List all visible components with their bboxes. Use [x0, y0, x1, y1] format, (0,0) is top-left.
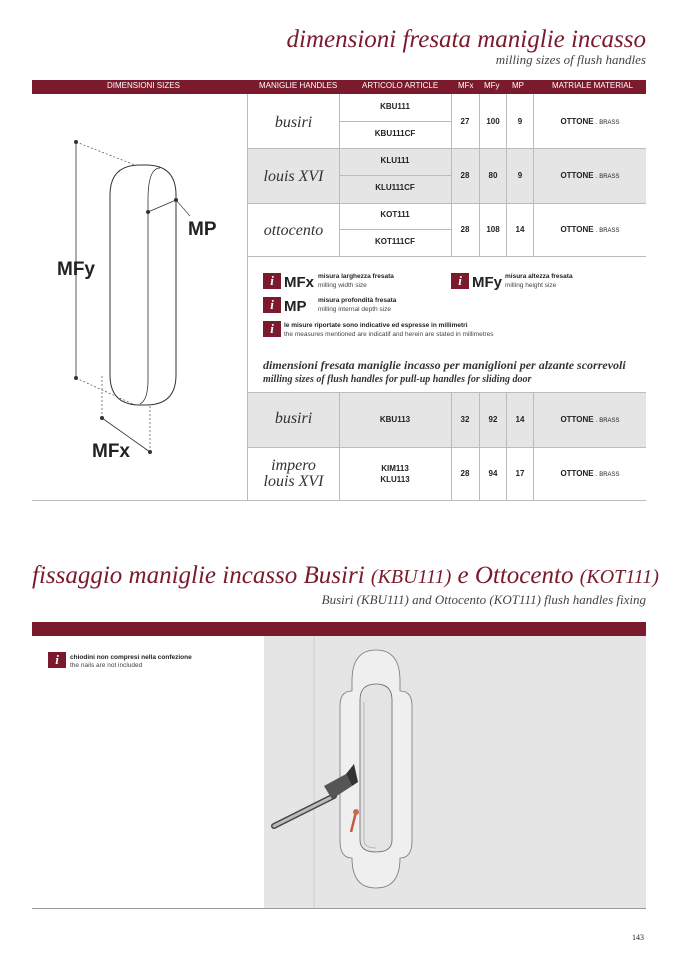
material: OTTONE . BRASS: [560, 225, 620, 234]
mfx-value: 28: [460, 171, 470, 180]
mfy-value: 92: [488, 415, 498, 424]
info-icon: i: [263, 273, 281, 289]
article-code: KLU113: [380, 475, 410, 484]
article-code: KBU111: [380, 102, 410, 111]
mfy-value: 108: [486, 225, 500, 234]
mfy-value: 100: [486, 117, 500, 126]
sliding-subtitle: milling sizes of flush handles for pull-up handles for sliding door: [263, 374, 532, 385]
legend-note-it: le misure riportate sono indicative ed espresse in millimetri: [284, 322, 468, 329]
mp-value: 17: [515, 469, 525, 478]
info-icon: i: [48, 652, 66, 668]
mp-value: 14: [515, 415, 525, 424]
label-mfx: MFx: [92, 441, 130, 462]
mp-value: 9: [517, 171, 523, 180]
mfx-value: 28: [460, 469, 470, 478]
model-name: busiri: [274, 410, 313, 427]
material: OTTONE . BRASS: [560, 117, 620, 126]
section-subtitle: milling sizes of flush handles: [495, 52, 646, 67]
legend-mp-it: misura profondità fresata: [318, 297, 397, 304]
mfx-value: 27: [460, 117, 470, 126]
article-code: KIM113: [381, 464, 409, 473]
header-sizes: DIMENSIONI SIZES: [107, 81, 180, 90]
legend-mfy-abbr: MFy: [472, 274, 502, 291]
section-title: dimensioni fresata maniglie incasso: [286, 26, 646, 53]
legend-mfx-en: milling width size: [318, 282, 367, 289]
article-code: KOT111CF: [374, 237, 415, 246]
section2-title: fissaggio maniglie incasso Busiri (KBU111) e Ottocento (KOT111): [32, 562, 659, 589]
header-material: MATRIALE MATERIAL: [552, 81, 634, 90]
model-name: louis XVI: [263, 168, 324, 185]
header-mfy: MFy: [484, 81, 500, 90]
material: OTTONE . BRASS: [560, 415, 620, 424]
model-name: ottocento: [263, 222, 324, 239]
model-name: impero louis XVI: [263, 457, 324, 490]
section2-band: [32, 622, 646, 636]
legend-mfy-en: milling height size: [505, 282, 557, 289]
article-code: KBU111CF: [374, 129, 416, 138]
model-name: busiri: [274, 114, 313, 131]
article-code: KLU111CF: [375, 183, 415, 192]
legend-mfx-abbr: MFx: [284, 274, 314, 291]
info-icon: i: [263, 297, 281, 313]
legend-mp-abbr: MP: [284, 298, 307, 315]
mp-value: 14: [515, 225, 525, 234]
article-code: KBU113: [379, 415, 411, 424]
label-mp: MP: [188, 219, 217, 240]
material: OTTONE . BRASS: [560, 171, 620, 180]
label-mfy: MFy: [57, 259, 95, 280]
section2-subtitle: Busiri (KBU111) and Ottocento (KOT111) flush handles fixing: [321, 592, 646, 607]
article-code: KLU111: [380, 156, 410, 165]
material: OTTONE . BRASS: [560, 469, 620, 478]
legend-note-en: the measures mentioned are indicatif and herein are stated in millimetres: [284, 331, 494, 338]
table-header: [32, 80, 646, 94]
handle-dimension-drawing: [40, 120, 240, 470]
header-mp: MP: [512, 81, 524, 90]
nails-note-en: the nails are not included: [70, 662, 143, 669]
mp-value: 9: [517, 117, 523, 126]
legend-mfx-it: misura larghezza fresata: [318, 273, 394, 280]
mfx-value: 28: [460, 225, 470, 234]
mfy-value: 80: [488, 171, 498, 180]
header-mfx: MFx: [458, 81, 474, 90]
page-number: 143: [632, 933, 644, 942]
mfx-value: 32: [460, 415, 470, 424]
header-handles: MANIGLIE HANDLES: [259, 81, 338, 90]
nails-note-it: chiodini non compresi nella confezione: [70, 654, 192, 661]
legend-mfy-it: misura altezza fresata: [505, 273, 573, 280]
header-article: ARTICOLO ARTICLE: [362, 81, 439, 90]
info-icon: i: [263, 321, 281, 337]
info-icon: i: [451, 273, 469, 289]
fixing-illustration: [264, 636, 646, 908]
mfy-value: 94: [488, 469, 498, 478]
article-code: KOT111: [380, 210, 410, 219]
sliding-title: dimensioni fresata maniglie incasso per maniglioni per alzante scorrevoli: [263, 358, 626, 372]
legend-mp-en: milling internal depth size: [318, 306, 391, 313]
